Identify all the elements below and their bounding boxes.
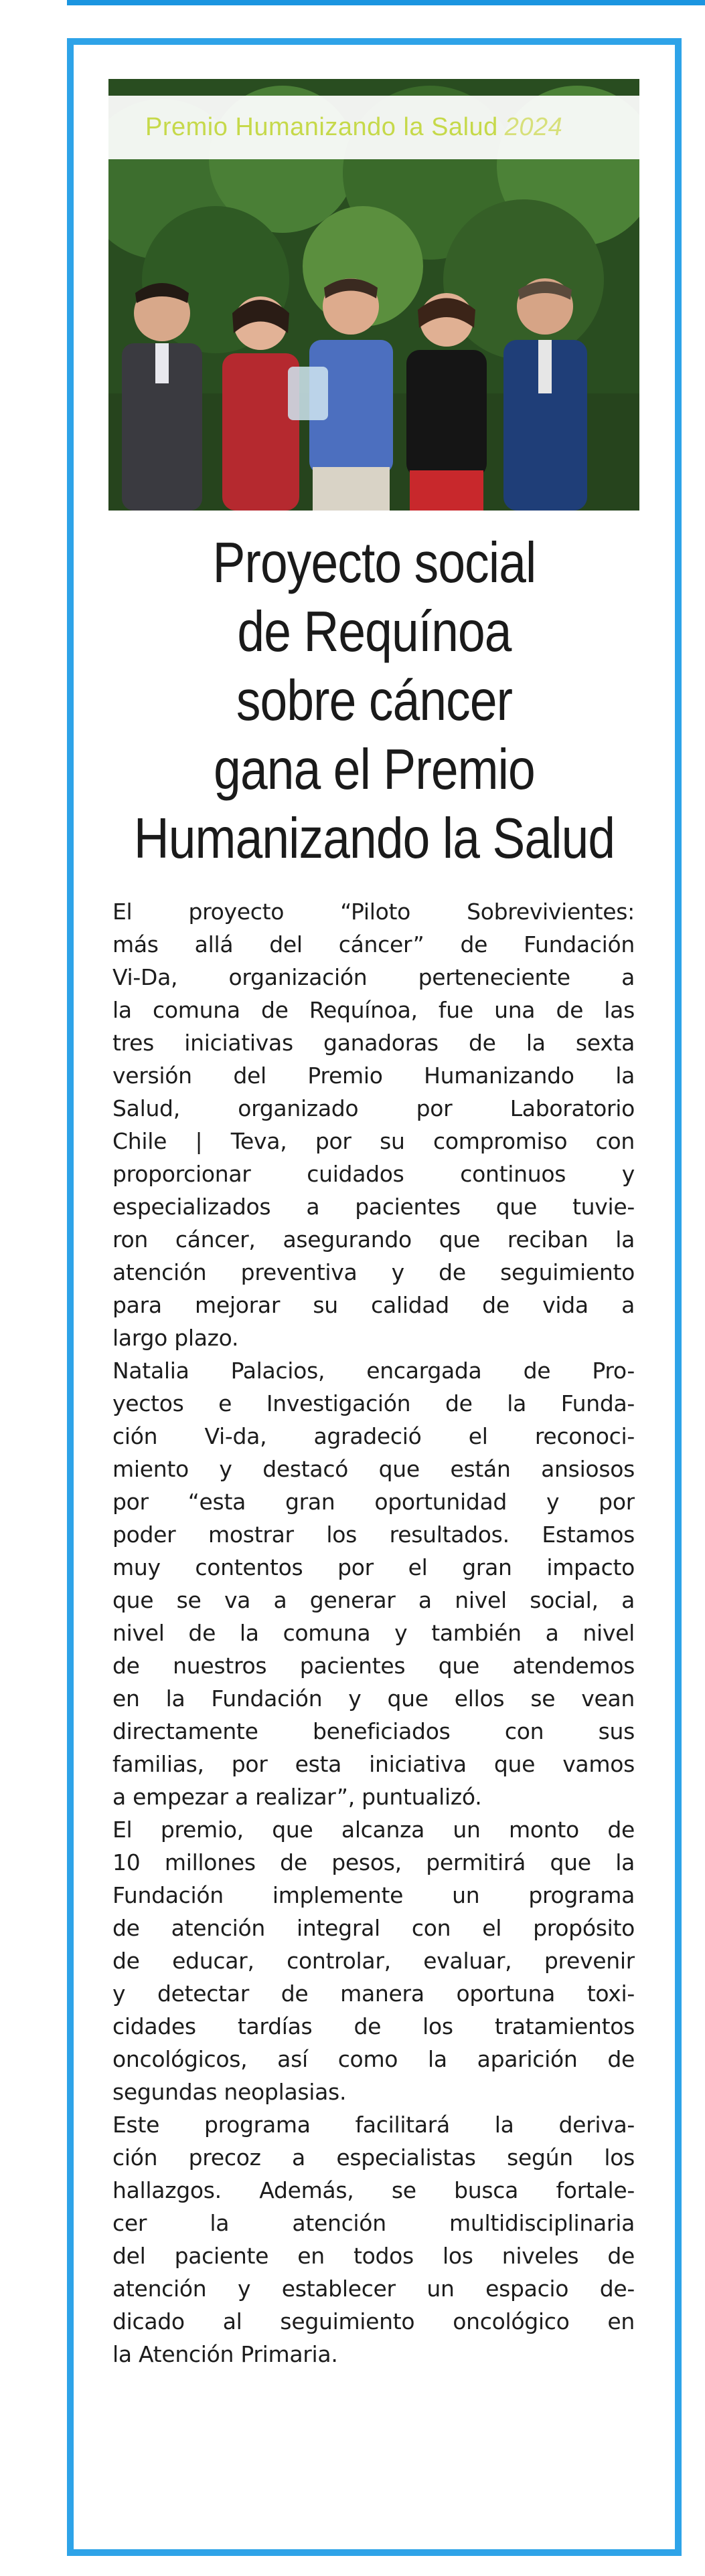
headline-line: Proyecto social (212, 531, 536, 595)
body-line: miento y destacó que están ansiosos (112, 1456, 635, 1482)
body-line: atención y establecer un espacio de- (112, 2276, 635, 2302)
banner-title: Premio Humanizando la Salud (145, 113, 498, 141)
body-line: El proyecto “Piloto Sobrevivientes: (112, 899, 635, 925)
body-line: muy contentos por el gran impacto (112, 1554, 635, 1580)
body-line: directamente beneficiados con sus (112, 1718, 635, 1744)
body-line: Salud, organizado por Laboratorio (112, 1095, 635, 1121)
body-paragraph (112, 1813, 635, 2108)
body-line: familias, por esta iniciativa que vamos (112, 1751, 635, 1777)
body-line: cidades tardías de los tratamientos (112, 2013, 635, 2039)
body-line: oncológicos, así como la aparición de (112, 2046, 635, 2072)
body-line: hallazgos. Además, se busca fortale- (112, 2177, 635, 2203)
body-line: más allá del cáncer” de Fundación (112, 931, 635, 957)
body-line: especializados a pacientes que tuvie- (112, 1194, 635, 1220)
award-photo (108, 79, 639, 511)
body-line: versión del Premio Humanizando la (112, 1063, 635, 1089)
body-line: para mejorar su calidad de vida a (112, 1292, 635, 1318)
body-line: Fundación implemente un programa (112, 1882, 635, 1908)
body-line: la comuna de Requínoa, fue una de las (112, 997, 635, 1023)
body-line: tres iniciativas ganadoras de la sexta (112, 1030, 635, 1056)
photo-banner (108, 96, 639, 159)
body-line: del paciente en todos los niveles de (112, 2243, 635, 2269)
body-line: nivel de la comuna y también a nivel (112, 1620, 635, 1646)
body-paragraph (112, 1354, 635, 1813)
body-line: ron cáncer, asegurando que reciban la (112, 1226, 635, 1253)
body-line: de educar, controlar, evaluar, prevenir (112, 1948, 635, 1974)
body-line: cer la atención multidisciplinaria (112, 2210, 635, 2236)
body-line: 10 millones de pesos, permitirá que la (112, 1849, 635, 1875)
body-line: poder mostrar los resultados. Estamos (112, 1522, 635, 1548)
body-line: por “esta gran oportunidad y por (112, 1489, 635, 1515)
body-line: yectos e Investigación de la Funda- (112, 1390, 635, 1416)
body-line: que se va a generar a nivel social, a (112, 1587, 635, 1613)
body-line: la Atención Primaria. (112, 2341, 338, 2367)
headline-line: de Requínoa (237, 600, 512, 664)
body-line: ción precoz a especialistas según los (112, 2144, 635, 2171)
banner-year: 2024 (504, 113, 563, 141)
body-line: Vi-Da, organización perteneciente a (112, 964, 635, 990)
body-line: atención preventiva y de seguimiento (112, 1259, 635, 1285)
body-paragraph (112, 2108, 635, 2371)
article-body (112, 895, 635, 2371)
headline (127, 529, 621, 873)
top-rule (67, 0, 705, 5)
headline-line: Humanizando la Salud (133, 807, 615, 870)
body-line: a empezar a realizar”, puntualizó. (112, 1784, 482, 1810)
body-line: dicado al seguimiento oncológico en (112, 2308, 635, 2334)
body-line: y detectar de manera oportuna toxi- (112, 1981, 635, 2007)
headline-line: sobre cáncer (236, 669, 513, 733)
body-line: segundas neoplasias. (112, 2079, 347, 2105)
body-line: largo plazo. (112, 1325, 239, 1351)
body-paragraph (112, 895, 635, 1354)
body-line: Natalia Palacios, encargada de Pro- (112, 1358, 635, 1384)
body-line: de nuestros pacientes que atendemos (112, 1653, 635, 1679)
body-line: de atención integral con el propósito (112, 1915, 635, 1941)
body-line: El premio, que alcanza un monto de (112, 1817, 635, 1843)
body-line: proporcionar cuidados continuos y (112, 1161, 635, 1187)
body-line: Chile | Teva, por su compromiso con (112, 1128, 635, 1154)
body-line: ción Vi-da, agradeció el reconoci- (112, 1423, 635, 1449)
headline-line: gana el Premio (214, 738, 535, 802)
body-line: en la Fundación y que ellos se vean (112, 1685, 635, 1712)
body-line: Este programa facilitará la deriva- (112, 2112, 635, 2138)
